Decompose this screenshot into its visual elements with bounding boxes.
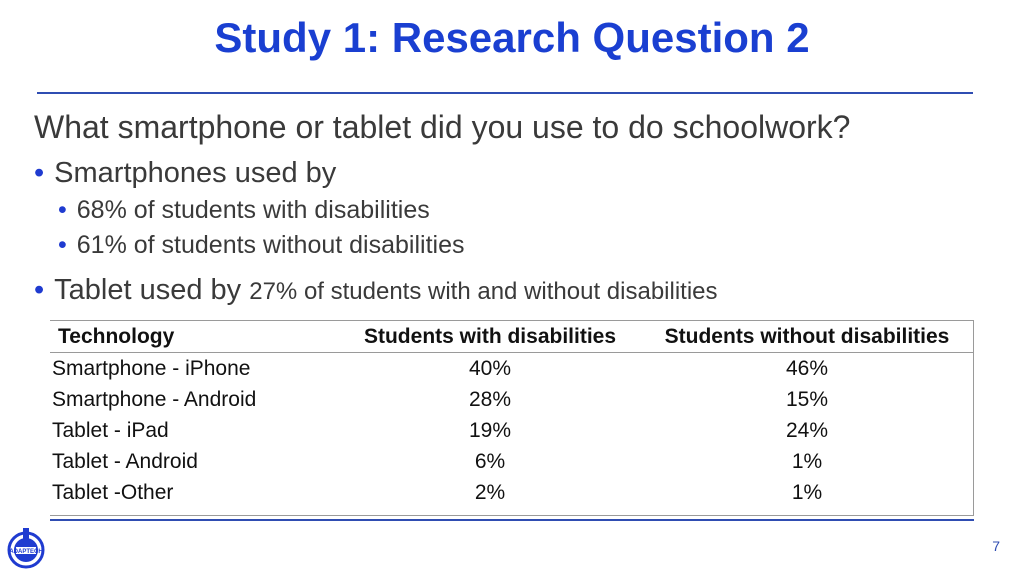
header-without-disabilities: Students without disabilities — [664, 324, 950, 348]
sub-bullet-text: 61% of students without disabilities — [76, 231, 465, 259]
table-row — [50, 415, 974, 446]
cell-with-disabilities: 28% — [468, 387, 512, 411]
bullet-smartphones — [34, 157, 336, 190]
technology-table — [50, 320, 974, 508]
bullet-smartphones-text: Smartphones used by — [54, 157, 337, 189]
cell-technology: Tablet - Android — [52, 449, 198, 473]
cell-technology: Smartphone - Android — [52, 387, 257, 411]
cell-without-disabilities: 1% — [791, 449, 823, 473]
cell-with-disabilities: 6% — [474, 449, 506, 473]
cell-with-disabilities: 2% — [474, 480, 506, 504]
sub-bullet-without-disabilities — [58, 231, 465, 260]
cell-without-disabilities: 46% — [785, 356, 829, 380]
table-header-row — [50, 321, 974, 353]
bullet-icon: • — [58, 196, 67, 224]
cell-technology: Tablet - iPad — [52, 418, 169, 442]
header-with-disabilities: Students with disabilities — [363, 324, 617, 348]
table-bottom-border — [50, 515, 974, 516]
slide-title: Study 1: Research Question 2 — [214, 14, 810, 61]
sub-bullet-text: 68% of students with disabilities — [76, 196, 430, 224]
cell-without-disabilities: 15% — [785, 387, 829, 411]
question-heading: What smartphone or tablet did you use to do schoolwork? — [34, 109, 851, 145]
bullet-tablet — [34, 274, 718, 307]
cell-with-disabilities: 40% — [468, 356, 512, 380]
adaptech-logo — [6, 526, 46, 570]
bullet-tablet-rest: 27% of students with and without disabilities — [249, 278, 718, 305]
table-row — [50, 384, 974, 415]
table-row — [50, 446, 974, 477]
bullet-icon: • — [34, 274, 45, 306]
title-divider — [37, 92, 973, 94]
table-row — [50, 353, 974, 385]
bullet-icon: • — [34, 157, 45, 189]
bullet-icon: • — [58, 231, 67, 259]
cell-with-disabilities: 19% — [468, 418, 512, 442]
cell-technology: Tablet -Other — [52, 480, 174, 504]
footer-divider — [50, 519, 974, 521]
header-technology: Technology — [58, 324, 175, 348]
cell-without-disabilities: 24% — [785, 418, 829, 442]
sub-bullet-with-disabilities — [58, 196, 430, 225]
table-row — [50, 477, 974, 508]
cell-technology: Smartphone - iPhone — [52, 356, 251, 380]
logo-text: ADAPTECH — [9, 549, 43, 555]
bullet-tablet-prefix: Tablet used by — [54, 274, 242, 306]
cell-without-disabilities: 1% — [791, 480, 823, 504]
page-number: 7 — [992, 538, 1000, 554]
table-right-border — [973, 320, 974, 516]
